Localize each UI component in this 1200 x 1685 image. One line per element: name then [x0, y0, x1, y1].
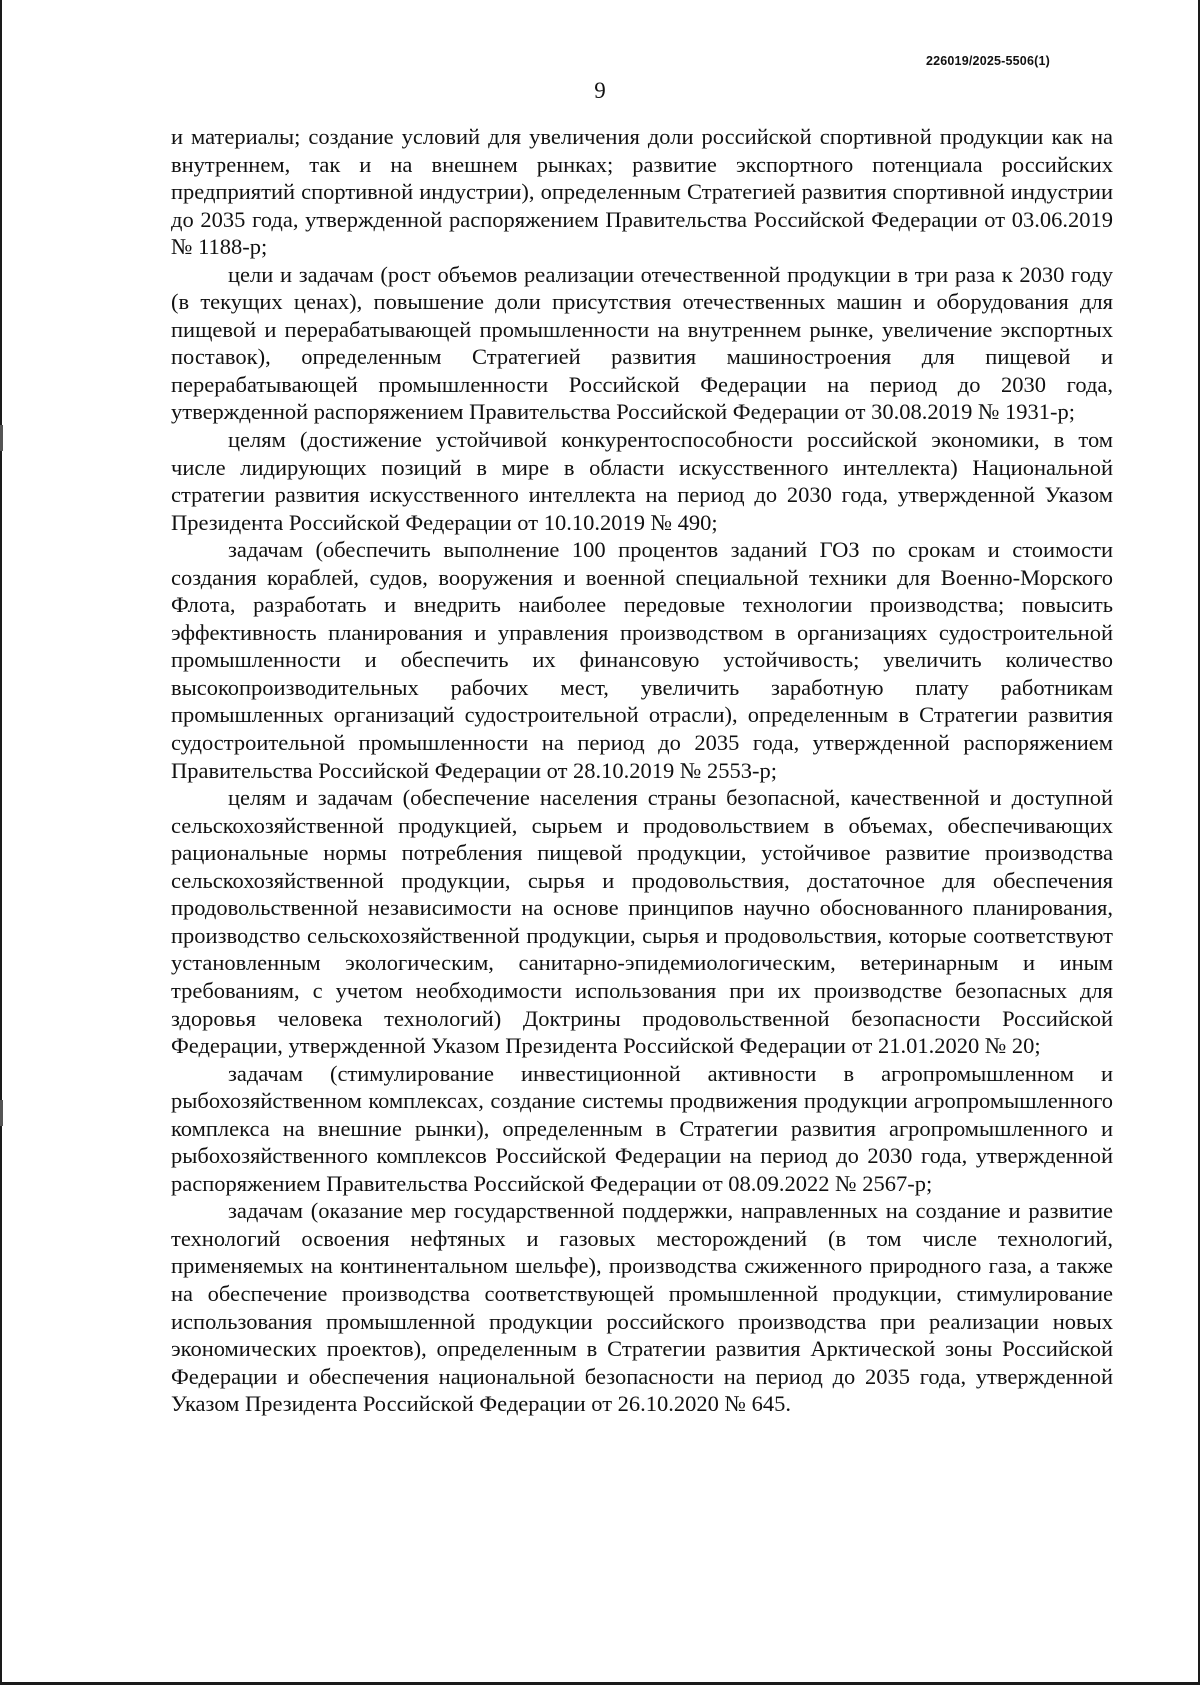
- paragraph-7: задачам (оказание мер государственной поддержки, направленных на создание и развитие технологий освоения нефтяных и газовых месторождений (в том числе технологий, применяемых на континентальном шельфе), производства сжиженного природного газа, а также на обеспечение производства соответствующей промышленной продукции, стимулирование использования промышленной продукции российского производства при реализации новых экономических проектов), определенным в Стратегии развития Арктической зоны Российской Федерации и обеспечения национальной безопасности на период до 2035 года, утвержденной Указом Президента Российской Федерации от 26.10.2020 № 645.: [171, 1198, 1113, 1417]
- paragraph-1: и материалы; создание условий для увеличения доли российской спортивной продукции как на внутреннем, так и на внешнем рынках; развитие экспортного потенциала российских предприятий спортивной индустрии), определенным Стратегией развития спортивной индустрии до 2035 года, утвержденной распоряжением Правительства Российской Федерации от 03.06.2019 № 1188-р;: [171, 124, 1113, 260]
- page-border-left: [0, 0, 2, 1685]
- document-id: 226019/2025-5506(1): [925, 54, 1050, 68]
- scan-margin-mark: [0, 1100, 3, 1126]
- paragraph-5: целям и задачам (обеспечение населения страны безопасной, качественной и доступной сельскохозяйственной продукцией, сырьем и продовольствием в объемах, обеспечивающих рациональные нормы потребления пищевой продукции, устойчивое развитие производства сельскохозяйственной продукции, сырья и продовольствия, достаточное для обеспечения продовольственной независимости на основе принципов научно обоснованного планирования, производство сельскохозяйственной продукции, сырья и продовольствия, которые соответствуют установленным экологическим, санитарно-эпидемиологическим, ветеринарным и иным требованиям, с учетом необходимости использования при их производстве безопасных для здоровья человека технологий) Доктрины продовольственной безопасности Российской Федерации, утвержденной Указом Президента Российской Федерации от 21.01.2020 № 20;: [171, 785, 1113, 1059]
- page-number: 9: [594, 78, 606, 103]
- paragraph-4: задачам (обеспечить выполнение 100 процентов заданий ГОЗ по срокам и стоимости создания кораблей, судов, вооружения и военной специальной техники для Военно-Морского Флота, разработать и внедрить наиболее передовые технологии производства; повысить эффективность планирования и управления производством в организациях судостроительной промышленности и обеспечить их финансовую устойчивость; увеличить количество высокопроизводительных рабочих мест, увеличить заработную плату работникам промышленных организаций судостроительной отрасли), определенным в Стратегии развития судостроительной промышленности на период до 2035 года, утвержденной распоряжением Правительства Российской Федерации от 28.10.2019 № 2553-р;: [171, 537, 1113, 783]
- paragraph-2: цели и задачам (рост объемов реализации отечественной продукции в три раза к 2030 году (в текущих ценах), повышение доли присутствия отечественных машин и оборудования для пищевой и перерабатывающей промышленности на внутреннем рынке, увеличение экспортных поставок), определенным Стратегией развития машиностроения для пищевой и перерабатывающей промышленности Российской Федерации на период до 2030 года, утвержденной распоряжением Правительства Российской Федерации от 30.08.2019 № 1931-р;: [171, 261, 1113, 425]
- paragraph-6: задачам (стимулирование инвестиционной активности в агропромышленном и рыбохозяйственном комплексах, создание системы продвижения продукции агропромышленного комплекса на внешние рынки), определенным в Стратегии развития агропромышленного и рыбохозяйственного комплексов Российской Федерации на период до 2030 года, утвержденной распоряжением Правительства Российской Федерации от 08.09.2022 № 2567-р;: [171, 1060, 1113, 1196]
- scan-margin-mark: [0, 425, 3, 451]
- paragraph-3: целям (достижение устойчивой конкурентоспособности российской экономики, в том числе лидирующих позиций в мире в области искусственного интеллекта) Национальной стратегии развития искусственного интеллекта на период до 2030 года, утвержденной Указом Президента Российской Федерации от 10.10.2019 № 490;: [171, 427, 1113, 535]
- document-body: [171, 123, 1113, 1418]
